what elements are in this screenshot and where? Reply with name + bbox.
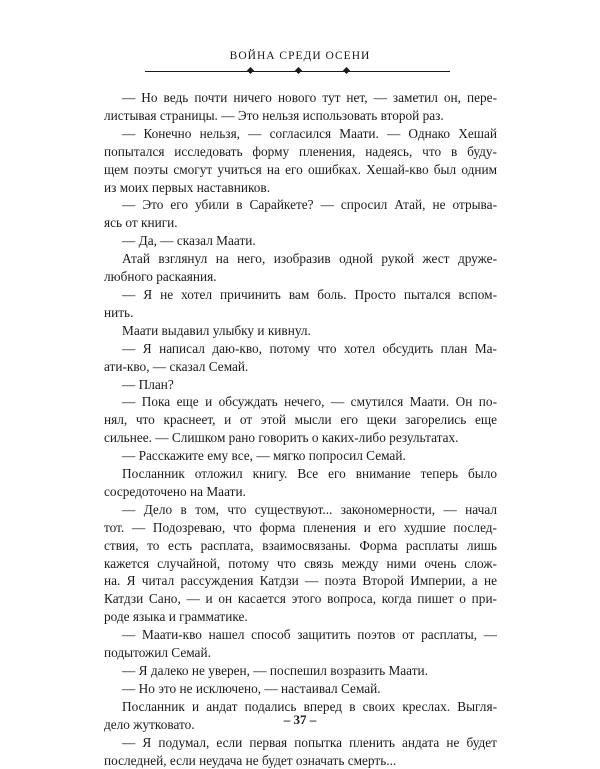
text-line: — Это его убили в Сарайкете? — спросил Атай, не отрыва- xyxy=(122,197,497,213)
text-line: — Я подумал, если первая попытка пленить андата не будет xyxy=(122,734,497,750)
rule-ornament-dot xyxy=(343,66,350,73)
text-line: тот. — Подозреваю, что форма пленения и его худшие послед- xyxy=(104,519,497,535)
text-line: дело жутковато. xyxy=(104,716,195,732)
text-line: — Расскажите ему все, — мягко попросил Семай. xyxy=(122,448,406,464)
text-line: подытожил Семай. xyxy=(104,645,211,661)
text-line: кажется случайной, потому что связь между ними очень слож- xyxy=(104,555,497,571)
text-line: на. Я читал рассуждения Катдзи — поэта Второй Империи, а не xyxy=(104,573,497,589)
text-line: нял, что краснеет, и от этой мысли его щеки загорелись еще xyxy=(104,412,497,428)
running-head: ВОЙНА СРЕДИ ОСЕНИ xyxy=(229,50,371,62)
text-line: щем поэты смогут учиться на его ошибках. Хешай-кво был одним xyxy=(104,161,497,177)
text-line: последней, если неудача не будет означать смерть... xyxy=(104,752,397,768)
text-line: — Я далеко не уверен, — поспешил возразить Маати. xyxy=(122,663,428,678)
text-line: ствия, то есть расплата, взаимосвязаны. Форма расплаты лишь xyxy=(104,537,497,553)
text-line: — Да, — сказал Маати. xyxy=(122,233,256,249)
text-line: роде языка и грамматике. xyxy=(104,609,248,625)
rule-ornament-dot xyxy=(247,66,254,73)
text-line: сосредоточено на Маати. xyxy=(104,483,246,499)
rule-ornament-dot xyxy=(295,66,302,73)
text-line: — Но это не исключено, — настаивал Семай. xyxy=(122,680,381,696)
text-line: любного раскаяния. xyxy=(104,269,217,285)
text-line: — Пока еще и обсуждать нечего, — смутился Маати. Он по- xyxy=(122,394,497,410)
text-line: Катдзи Сано, — и он касается этого вопроса, когда пишет о при- xyxy=(104,591,497,607)
text-line: Посланник отложил книгу. Все его внимание теперь было xyxy=(122,466,497,482)
text-line: попытался исследовать форму пленения, надеясь, что в буду- xyxy=(104,143,497,159)
text-line: — План? xyxy=(122,376,174,392)
text-line: Посланник и андат подались вперед в своих креслах. Выгля- xyxy=(122,698,497,714)
text-line: сильнее. — Слишком рано говорить о каких-либо результатах. xyxy=(104,430,459,446)
text-line: — Дело в том, что существуют... закономерности, — начал xyxy=(122,501,497,517)
text-line: листывая страницы. — Это нельзя использовать второй раз. xyxy=(104,107,444,123)
text-line: Маати выдавил улыбку и кивнул. xyxy=(122,322,311,338)
text-line: — Я не хотел причинить вам боль. Просто пытался вспом- xyxy=(122,286,497,302)
text-line: Атай взглянул на него, изобразив одной рукой жест друже- xyxy=(122,251,497,267)
body-text xyxy=(104,89,497,769)
text-line: — Маати-кво нашел способ защитить поэтов от расплаты, — xyxy=(122,627,497,643)
text-line: — Я написал даю-кво, потому что хотел обсудить план Ма- xyxy=(122,340,497,356)
text-line: ясь от книги. xyxy=(104,215,178,231)
text-line: — Конечно нельзя, — согласился Маати. — Однако Хешай xyxy=(122,125,497,141)
text-line: нить. xyxy=(104,304,134,320)
text-line: из моих первых наставников. xyxy=(104,179,271,195)
text-line: — Но ведь почти ничего нового тут нет, — заметил он, пере- xyxy=(122,90,497,105)
text-line: ати-кво, — сказал Семай. xyxy=(104,358,249,374)
page-number: – 37 – xyxy=(283,712,317,727)
